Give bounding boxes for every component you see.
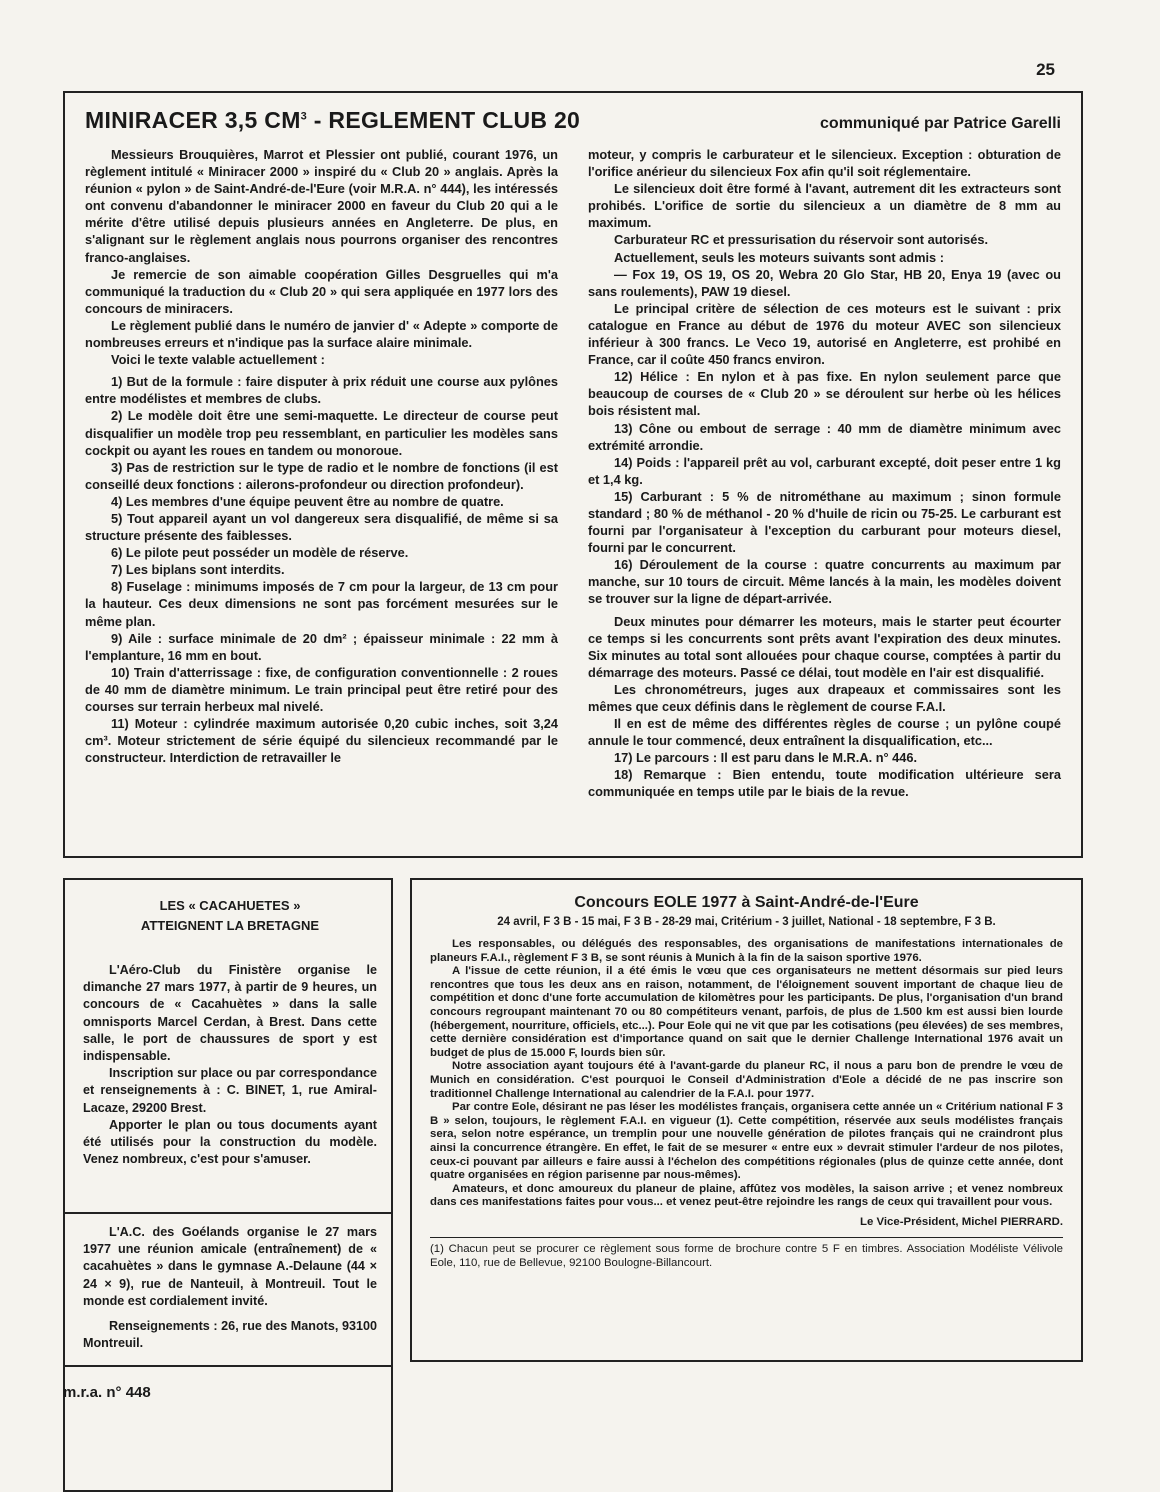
eole-subtitle: 24 avril, F 3 B - 15 mai, F 3 B - 28-29 mai, Critérium - 3 juillet, National - 18 septembre, F 3 B. [497,916,996,928]
paragraph: Apporter le plan ou tous documents ayant été utilisés pour la construction du modèle. Venez nombreux, c'est pour s'amuser. [83,1117,377,1167]
rule-9: 9) Aile : surface minimale de 20 dm² ; épaisseur minimale : 22 mm à l'emplanture, 16 mm en bout. [85,630,558,663]
paragraph: Les responsables, ou délégués des responsables, des organisations de manifestations internationales de planeurs F.A.I., règlement F 3 B, se sont réunis à Munich à la fin de la saison sportive 1976. [430,938,1063,964]
eole-footnote: (1) Chacun peut se procurer ce règlement sous forme de brochure contre 5 F en timbres. Association Modéliste Vélivole Eole, 110, rue de Bellevue, 92100 Boulogne-Billancourt. [430,1243,1063,1270]
paragraph: Notre association ayant toujours été à l'avant-garde du planeur RC, il nous a paru bon de prendre le vœu de Munich en considération. C'est pourquoi le Conseil d'Administration d'Eole a décidé de ne pas inscrire son traditionnel Challenge International au calendrier de la F.A.I. pour 1977. [430,1060,1063,1100]
rule-8: 8) Fuselage : minimums imposés de 7 cm pour la largeur, de 13 cm pour la hauteur. Ces deux dimensions ne sont pas forcément mesurées sur le même plan. [85,579,558,629]
paragraph: Actuellement, seuls les moteurs suivants sont admis : [614,249,944,265]
paragraph: A l'issue de cette réunion, il a été émis le vœu que ces organisateurs ne mettent désormais sur pied leurs rencontres que tous les deux ans en raison, notamment, de l'éloignement souvent important de chaque lieu de compétition et donc d'une forte accumulation de kilomètres pour les participants. De plus, l'organisation d'un brand concours regroupant maintenant 70 ou 80 compétiteurs venant, parfois, de plus de 1.500 km est aussi bien lourde (hébergement, nourriture, officiels, etc...). Pour Eole qui ne vit que par les cotisations (peu élevées) de ses membres, cette dernière considération est d'importance quand on sait que le dernier Challenge International 1976 avait un budget de plus de 15.000 F, lourds bien sûr. [430,965,1063,1059]
paragraph: Renseignements : 26, rue des Manots, 93100 Montreuil. [83,1319,377,1351]
footnote-divider [430,1237,1063,1238]
eole-signature: Le Vice-Président, Michel PIERRARD. [860,1215,1063,1228]
paragraph: Les chronométreurs, juges aux drapeaux et commissaires sont les mêmes que ceux définis dans le règlement de course F.A.I. [588,681,1061,714]
rule-1: 1) But de la formule : faire disputer à prix réduit une course aux pylônes entre modélistes et membres de clubs. [85,374,558,407]
rule-2: 2) Le modèle doit être une semi-maquette. Le directeur de course peut disqualifier un modèle trop peu ressemblant, en particulier les modèles sans cockpit ou ayant les roues en tandem ou monoroue. [85,408,558,458]
cacahuetes-title-line2: ATTEIGNENT LA BRETAGNE [140,918,320,933]
paragraph: Amateurs, et donc amoureux du planeur de plaine, affûtez vos modèles, la saison arrive ; et venez nombreux dans ces manifestations faites pour vous... et venez peut-être rejoindre les rangs de ceux qui travaillent pour vous. [430,1182,1063,1209]
rule-6: 6) Le pilote peut posséder un modèle de réserve. [111,545,409,561]
rule-18: 18) Remarque : Bien entendu, toute modification ultérieure sera communiquée en temps utile par le biais de la revue. [588,767,1061,800]
paragraph: Le silencieux doit être formé à l'avant, autrement dit les extracteurs sont prohibés. L'orifice de sortie du silencieux a un diamètre de 8 mm au maximum. [588,181,1061,231]
paragraph: L'A.C. des Goélands organise le 27 mars 1977 une réunion amicale (entraînement) de « cacahuètes » dans le gymnase A.-Delaune (44 × 24 × 9), rue de Nanteuil, à Montreuil. Tout le monde est cordialement invité. [83,1225,377,1308]
rule-13: 13) Cône ou embout de serrage : 40 mm de diamètre minimum avec extrémité arrondie. [588,420,1061,453]
paragraph: Par contre Eole, désirant ne pas léser les modélistes français, organisera cette année un « Critérium national F 3 B » selon, toujours, le règlement F.A.I. en vigueur (1). Cette compétition, réservée aux seuls modélistes français sera, selon notre espérance, un tremplin pour une nouvelle génération de pilotes français qui ne craindront plus ainsi la concurrence étrangère. En effet, le fait de se mesurer « entre eux » devrait stimuler l'ardeur de nos pilotes, ceux-ci pouvant par ailleurs e faire aussi à l'échelon des compétitions régionales (plus de quinze cette année, dont quatre organisées en région parisenne par nous-mêmes). [430,1101,1063,1182]
paragraph: Voici le texte valable actuellement : [111,352,325,368]
rule-16: 16) Déroulement de la course : quatre concurrents au maximum par manche, sur 10 tours de circuit. Même lancés à la main, les modèles doivent se trouver sur la ligne de départ-arrivée. [588,557,1061,607]
paragraph: Carburateur RC et pressurisation du réservoir sont autorisés. [614,232,989,248]
goelands-article [63,1212,393,1367]
rule-10: 10) Train d'atterrissage : fixe, de configuration conventionnelle : 2 roues de 40 mm de diamètre minimum. Le train principal peut être retiré pour des courses sur terrain herbeux mal nivelé. [85,664,558,714]
paragraph: Le principal critère de sélection de ces moteurs est le suivant : prix catalogue en France au début de 1976 du moteur AVEC son silencieux inférieur à 300 francs. Le Veco 19, autorisé en Angleterre, est prohibé en France, car il coûte 450 francs environ. [588,300,1061,368]
paragraph-continued: moteur, y compris le carburateur et le silencieux. Exception : obturation de l'orifice anérieur du silencieux Fox afin qu'il soit réglementaire. [588,147,1061,180]
miniracer-article [63,91,1083,858]
paragraph: Deux minutes pour démarrer les moteurs, mais le starter peut écourter ce temps si les concurrents sont prêts avant l'expiration des deux minutes. Six minutes au total sont allouées pour chaque course, comptées à partir du démarrage des moteurs. Passé ce délai, tout modèle en l'air est disqualifié. [588,613,1061,680]
page-number: 25 [1036,60,1055,79]
paragraph: Inscription sur place ou par correspondance et renseignements à : C. BINET, 1, rue Amiral-Lacaze, 29200 Brest. [83,1066,377,1115]
title-rest: - REGLEMENT CLUB 20 [307,107,581,133]
paragraph: L'Aéro-Club du Finistère organise le dimanche 27 mars 1977, à partir de 9 heures, un concours de « Cacahuètes » dans la salle omnisports Marcel Cerdan, à Brest. Dans cette salle, le port de chaussures de sport y est indispensable. [83,963,377,1064]
title-part: MINIRACER 3,5 CM [85,107,301,133]
article-title [85,107,580,134]
paragraph: Le règlement publié dans le numéro de janvier d' « Adepte » comporte de nombreuses erreurs et n'indique pas la surface alaire minimale. [85,317,558,351]
eole-article [410,878,1083,1362]
cacahuetes-body [83,962,377,1168]
article-columns [85,146,1061,801]
cacahuetes-title-line1: LES « CACAHUETES » [159,898,301,913]
rule-12: 12) Hélice : En nylon et à pas fixe. En nylon seulement parce que beaucoup de courses de « Club 20 » se déroulent sur herbe où les hélices bois résistent mal. [588,369,1061,419]
paragraph: Messieurs Brouquières, Marrot et Plessier ont publié, courant 1976, un règlement intitulé « Miniracer 2000 » inspiré du « Club 20 » anglais. Après la réunion « pylon » de Saint-André-de-l'Eure (voir M.R.A. n° 444), les intéressés ont convenu d'abandonner le miniracer 2000 en faveur du Club 20 qui a le mérite d'être utilisé depuis plusieurs années en Angleterre. De plus, en s'alignant sur le règlement anglais nous pourrons organiser des rencontres franco-anglaises. [85,147,558,265]
paragraph: Il en est de même des différentes règles de course ; un pylône coupé annule le tour commencé, deux entraînent la disqualification, etc... [588,716,1061,749]
rule-4: 4) Les membres d'une équipe peuvent être au nombre de quatre. [111,493,504,509]
title-sup: 3 [300,110,308,123]
eole-body [430,938,1063,1229]
article-header [85,107,1061,134]
paragraph: — Fox 19, OS 19, OS 20, Webra 20 Glo Star, HB 20, Enya 19 (avec ou sans roulements), PAW 19 diesel. [588,266,1061,299]
left-column [85,146,558,801]
rule-14: 14) Poids : l'appareil prêt au vol, carburant excepté, doit peser entre 1 kg et 1,4 kg. [588,454,1061,487]
magazine-footer: m.r.a. n° 448 [63,1384,151,1401]
rule-7: 7) Les biplans sont interdits. [111,562,285,578]
rule-15: 15) Carburant : 5 % de nitrométhane au maximum ; sinon formule standard ; 80 % de méthanol - 20 % d'huile de ricin ou 75-25. Le carburant est fourni par l'organisateur à l'exception du carburant pour moteurs diesel, fourni par le concurrent. [588,488,1061,556]
rule-5: 5) Tout appareil ayant un vol dangereux sera disqualifié, de même si sa structure présente des faiblesses. [85,510,558,544]
paragraph: Je remercie de son aimable coopération Gilles Desgruelles qui m'a communiqué la traduction du « Club 20 » qui sera appliquée en 1977 lors des concours de miniracers. [85,266,558,316]
eole-title: Concours EOLE 1977 à Saint-André-de-l'Eure [574,894,919,911]
rule-3: 3) Pas de restriction sur le type de radio et le nombre de fonctions (il est conseillé deux fonctions : ailerons-profondeur ou direction profondeur). [85,459,558,492]
rule-17: 17) Le parcours : Il est paru dans le M.R.A. n° 446. [614,750,918,766]
article-byline: communiqué par Patrice Garelli [820,115,1061,132]
rule-11: 11) Moteur : cylindrée maximum autorisée 0,20 cubic inches, soit 3,24 cm³. Moteur strictement de série équipé du silencieux recommandé par le constructeur. Interdiction de retravailler le [85,716,558,766]
right-column [588,146,1061,801]
